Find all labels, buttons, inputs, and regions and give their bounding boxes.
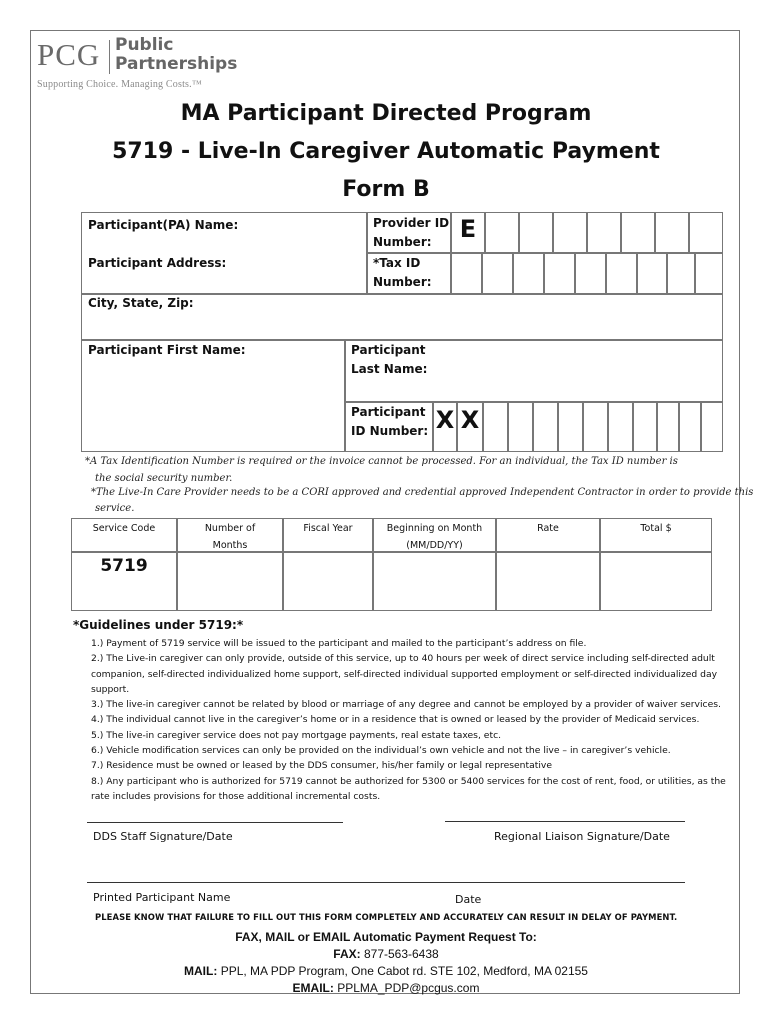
rate-cell[interactable] bbox=[496, 552, 600, 611]
contact-fax bbox=[31, 946, 741, 963]
guideline-line: support. bbox=[91, 683, 130, 695]
participant-id-digit-box[interactable] bbox=[633, 402, 657, 452]
rate-header-label: Rate bbox=[537, 523, 559, 534]
provider-id-digit-box[interactable] bbox=[485, 212, 519, 253]
tax-id-label-line2: Number: bbox=[373, 275, 432, 289]
provider-id-digit-box[interactable] bbox=[519, 212, 553, 253]
participant-address-label: Participant Address: bbox=[88, 256, 227, 270]
months-header-line1: Number of bbox=[204, 523, 256, 534]
regional-signature-line[interactable] bbox=[445, 821, 685, 822]
guideline-line: 3.) The live-in caregiver cannot be related by blood or marriage of any degree and cannot be employed by a provider of waiver services. bbox=[91, 699, 721, 711]
tax-id-note-line1: *A Tax Identification Number is required or the invoice cannot be processed. For an individual, the Tax ID number is bbox=[85, 456, 678, 467]
tax-id-digit-box[interactable] bbox=[667, 253, 695, 294]
logo-tagline: Supporting Choice. Managing Costs.™ bbox=[37, 79, 202, 90]
guideline-line: 1.) Payment of 5719 service will be issued to the participant and mailed to the participant’s address on file. bbox=[91, 638, 587, 649]
participant-first-name-label: Participant First Name: bbox=[88, 343, 246, 357]
title-line1: MA Participant Directed Program bbox=[180, 101, 592, 126]
provider-id-label-line1: Provider ID bbox=[373, 216, 450, 230]
fiscal-year-cell[interactable] bbox=[283, 552, 373, 611]
dds-signature-label: DDS Staff Signature/Date bbox=[93, 830, 233, 843]
total-cell[interactable] bbox=[600, 552, 712, 611]
tax-id-digit-box[interactable] bbox=[544, 253, 575, 294]
guideline-line: 2.) The Live-in caregiver can only provide, outside of this service, up to 40 hours per week of direct service including self-directed adult bbox=[91, 653, 715, 665]
city-state-zip-label: City, State, Zip: bbox=[88, 296, 194, 310]
tax-id-label bbox=[373, 254, 432, 292]
months-cell[interactable] bbox=[177, 552, 283, 611]
guideline-line: rate includes provisions for those additional incremental costs. bbox=[91, 790, 381, 802]
tax-id-digit-box[interactable] bbox=[482, 253, 513, 294]
tax-id-digit-box[interactable] bbox=[606, 253, 637, 294]
provider-id-prefix-box: E bbox=[451, 212, 485, 253]
email-label: EMAIL: bbox=[292, 981, 334, 995]
participant-id-digit-box[interactable] bbox=[483, 402, 508, 452]
tax-id-digit-box[interactable] bbox=[451, 253, 482, 294]
fax-value: 877-563-6438 bbox=[363, 947, 439, 961]
date-label: Date bbox=[455, 893, 482, 906]
dds-signature-line[interactable] bbox=[87, 822, 343, 823]
participant-name-label: Participant(PA) Name: bbox=[88, 218, 239, 232]
participant-last-name-label bbox=[351, 341, 427, 379]
fax-label: FAX: bbox=[333, 947, 361, 961]
service-code-header-label: Service Code bbox=[92, 523, 156, 534]
logo-wordmark bbox=[115, 36, 237, 74]
total-header-label: Total $ bbox=[640, 523, 672, 534]
participant-id-digit-box[interactable] bbox=[533, 402, 558, 452]
guideline-line: 5.) The live-in caregiver service does not pay mortgage payments, real estate taxes, etc. bbox=[91, 729, 502, 741]
guideline-line: 6.) Vehicle modification services can only be provided on the individual’s own vehicle and not the live – in caregiver’s vehicle. bbox=[91, 745, 671, 757]
tax-id-label-line1: *Tax ID bbox=[373, 256, 421, 270]
pid-label-line2: ID Number: bbox=[351, 424, 429, 438]
beginning-month-header-label bbox=[373, 520, 496, 554]
participant-id-digit-box[interactable] bbox=[608, 402, 633, 452]
printed-participant-name-label: Printed Participant Name bbox=[93, 891, 231, 904]
tax-id-digit-box[interactable] bbox=[575, 253, 606, 294]
logo-line1: Public bbox=[115, 35, 174, 55]
months-header-label bbox=[177, 520, 283, 554]
pid-label-line1: Participant bbox=[351, 405, 426, 419]
cori-note-line1: *The Live-In Care Provider needs to be a CORI approved and credential approved Independent Contractor in order to provide this bbox=[91, 487, 754, 498]
mail-label: MAIL: bbox=[184, 964, 218, 978]
title-line2: 5719 - Live-In Caregiver Automatic Payment bbox=[112, 139, 660, 164]
guideline-line: 4.) The individual cannot live in the caregiver’s home or in a residence that is owned or leased by the provider of Medicaid services. bbox=[91, 714, 700, 726]
delay-warning: PLEASE KNOW THAT FAILURE TO FILL OUT THIS FORM COMPLETELY AND ACCURATELY CAN RESULT IN DELAY OF PAYMENT. bbox=[95, 912, 678, 922]
logo-line2: Partnerships bbox=[115, 54, 238, 74]
contact-heading: FAX, MAIL or EMAIL Automatic Payment Request To: bbox=[235, 930, 537, 944]
mail-value: PPL, MA PDP Program, One Cabot rd. STE 102, Medford, MA 02155 bbox=[220, 964, 588, 978]
guidelines-list bbox=[91, 636, 741, 804]
beginning-month-cell[interactable] bbox=[373, 552, 496, 611]
provider-id-digit-box[interactable] bbox=[689, 212, 723, 253]
last-name-label-line2: Last Name: bbox=[351, 362, 428, 376]
provider-id-digit-box[interactable] bbox=[655, 212, 689, 253]
form-title bbox=[31, 95, 741, 209]
tax-id-note-line2: the social security number. bbox=[95, 473, 233, 484]
participant-id-prefix-box: X bbox=[433, 402, 457, 452]
fiscal-year-header-label: Fiscal Year bbox=[303, 523, 353, 534]
contact-email bbox=[31, 980, 741, 997]
tax-id-digit-box[interactable] bbox=[637, 253, 667, 294]
provider-id-digit-box[interactable] bbox=[621, 212, 655, 253]
contact-block bbox=[31, 929, 741, 997]
participant-id-digit-box[interactable] bbox=[701, 402, 723, 452]
service-code-value: 5719 bbox=[100, 556, 148, 576]
provider-id-digit-box[interactable] bbox=[553, 212, 587, 253]
form-page bbox=[30, 30, 754, 995]
tax-id-digit-box[interactable] bbox=[695, 253, 723, 294]
cori-note-line2: service. bbox=[95, 503, 135, 514]
participant-id-label bbox=[351, 403, 428, 441]
logo-divider bbox=[109, 40, 110, 74]
provider-id-label-line2: Number: bbox=[373, 235, 432, 249]
guideline-line: companion, self-directed individualized home support, self-directed individual supported employment or self-directed individualized day bbox=[91, 668, 718, 680]
guideline-line: 8.) Any participant who is authorized for 5719 cannot be authorized for 5300 or 5400 services for the cost of rent, food, or utilities, as the bbox=[91, 775, 726, 787]
tax-id-digit-box[interactable] bbox=[513, 253, 544, 294]
participant-id-digit-box[interactable] bbox=[679, 402, 701, 452]
title-line3: Form B bbox=[342, 177, 430, 202]
beginning-month-header-line2: (MM/DD/YY) bbox=[406, 540, 463, 551]
contact-mail bbox=[31, 963, 741, 980]
participant-id-digit-box[interactable] bbox=[558, 402, 583, 452]
guidelines-title: *Guidelines under 5719:* bbox=[73, 618, 244, 632]
regional-signature-label: Regional Liaison Signature/Date bbox=[494, 830, 670, 843]
participant-id-prefix-box: X bbox=[457, 402, 483, 452]
participant-id-digit-box[interactable] bbox=[508, 402, 533, 452]
email-value[interactable]: PPLMA_PDP@pcgus.com bbox=[337, 981, 480, 995]
guideline-line: 7.) Residence must be owned or leased by the DDS consumer, his/her family or legal representative bbox=[91, 760, 552, 772]
provider-id-digit-box[interactable] bbox=[587, 212, 621, 253]
months-header-line2: Months bbox=[212, 540, 248, 551]
provider-id-label bbox=[373, 214, 449, 252]
beginning-month-header-line1: Beginning on Month bbox=[386, 523, 483, 534]
pcg-logo-mark: PCG bbox=[37, 37, 101, 72]
participant-id-digit-box[interactable] bbox=[583, 402, 608, 452]
last-name-label-line1: Participant bbox=[351, 343, 426, 357]
participant-id-digit-box[interactable] bbox=[657, 402, 679, 452]
printed-name-date-line[interactable] bbox=[87, 882, 685, 883]
